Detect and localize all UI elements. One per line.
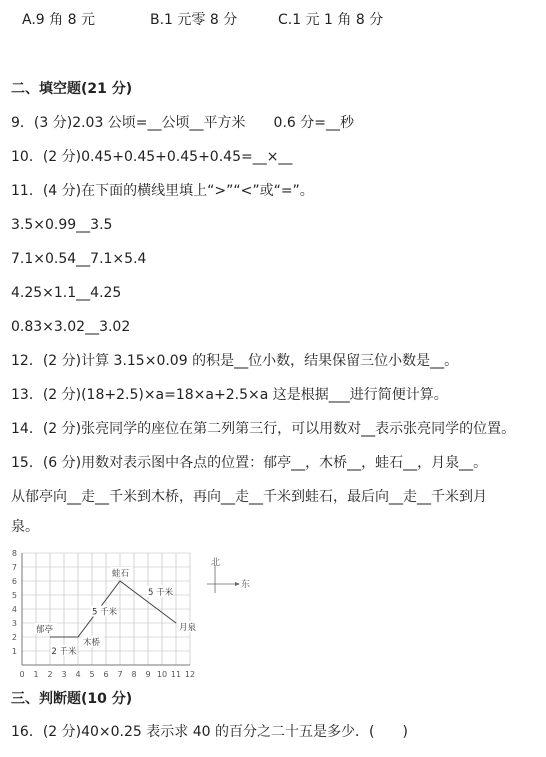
section-fill-blank-title: 二、填空题(21 分) [11,81,133,97]
x-tick-label: 12 [184,670,196,679]
y-tick-label: 3 [11,619,17,628]
q11-item-4: 0.83×3.02__3.02 [11,319,131,335]
question-15-line-1: 15．(6 分)用数对表示图中各点的位置：郁亭__，木桥__，蛙石__，月泉__。 [11,455,488,471]
question-16: 16．(2 分)40×0.25 表示求 40 的百分之二十五是多少．( ) [11,724,408,740]
x-tick-label: 0 [19,670,25,679]
x-tick-label: 5 [89,670,95,679]
option-c: C.1 元 1 角 8 分 [278,12,384,28]
x-tick-label: 9 [145,670,151,679]
question-13: 13．(2 分)(18+2.5)×a=18×a+2.5×a 这是根据___进行简便计算。 [11,387,448,403]
y-tick-label: 7 [11,563,17,572]
q11-item-2: 7.1×0.54__7.1×5.4 [11,251,147,267]
question-15-line-2: 从郁亭向__走__千米到木桥，再向__走__千米到蛙石，最后向__走__千米到月 [11,489,487,505]
y-tick-label: 5 [11,591,17,600]
y-tick-label: 8 [11,549,17,558]
q11-item-3: 4.25×1.1__4.25 [11,285,122,301]
distance-label-3: 5 千米 [148,588,174,598]
option-b: B.1 元零 8 分 [150,12,238,28]
x-tick-label: 11 [170,670,182,679]
section-judge-title: 三、判断题(10 分) [11,691,133,707]
east-arrow-icon [235,582,240,586]
x-tick-label: 2 [47,670,53,679]
yuting-label: 郁亭 [36,625,54,635]
question-11: 11．(4 分)在下面的横线里填上“>”“<”或“=”。 [11,183,314,199]
question-15-line-3: 泉。 [11,519,39,535]
x-tick-label: 1 [33,670,39,679]
x-tick-label: 4 [75,670,81,679]
compass-north-label: 北 [211,558,221,568]
compass [205,557,253,597]
x-tick-label: 3 [61,670,67,679]
washi-label: 蛙石 [112,569,130,579]
question-14: 14．(2 分)张亮同学的座位在第二列第三行，可以用数对__表示张亮同学的位置。 [11,421,516,437]
y-tick-label: 2 [11,633,17,642]
x-tick-label: 8 [131,670,137,679]
y-tick-label: 4 [11,605,17,614]
x-tick-label: 7 [117,670,123,679]
question-9: 9．(3 分)2.03 公顷=__公顷__平方米 0.6 分=__秒 [11,115,354,131]
distance-label-2: 5 千米 [92,607,118,618]
x-tick-label: 6 [103,670,109,679]
y-tick-label: 6 [11,577,17,586]
question-10: 10．(2 分)0.45+0.45+0.45+0.45=__×__ [11,149,293,165]
question-12: 12．(2 分)计算 3.15×0.09 的积是__位小数，结果保留三位小数是__。 [11,353,459,369]
muqiao-label: 木桥 [83,638,101,648]
x-tick-label: 10 [156,670,168,679]
y-tick-label: 1 [11,647,17,656]
compass-figure [205,557,253,597]
compass-east-label: 东 [241,580,251,590]
option-a: A.9 角 8 元 [22,12,95,28]
q11-item-1: 3.5×0.99__3.5 [11,217,113,233]
yuequan-label: 月泉 [179,623,197,633]
distance-label-1: 2 千米 [51,646,77,657]
